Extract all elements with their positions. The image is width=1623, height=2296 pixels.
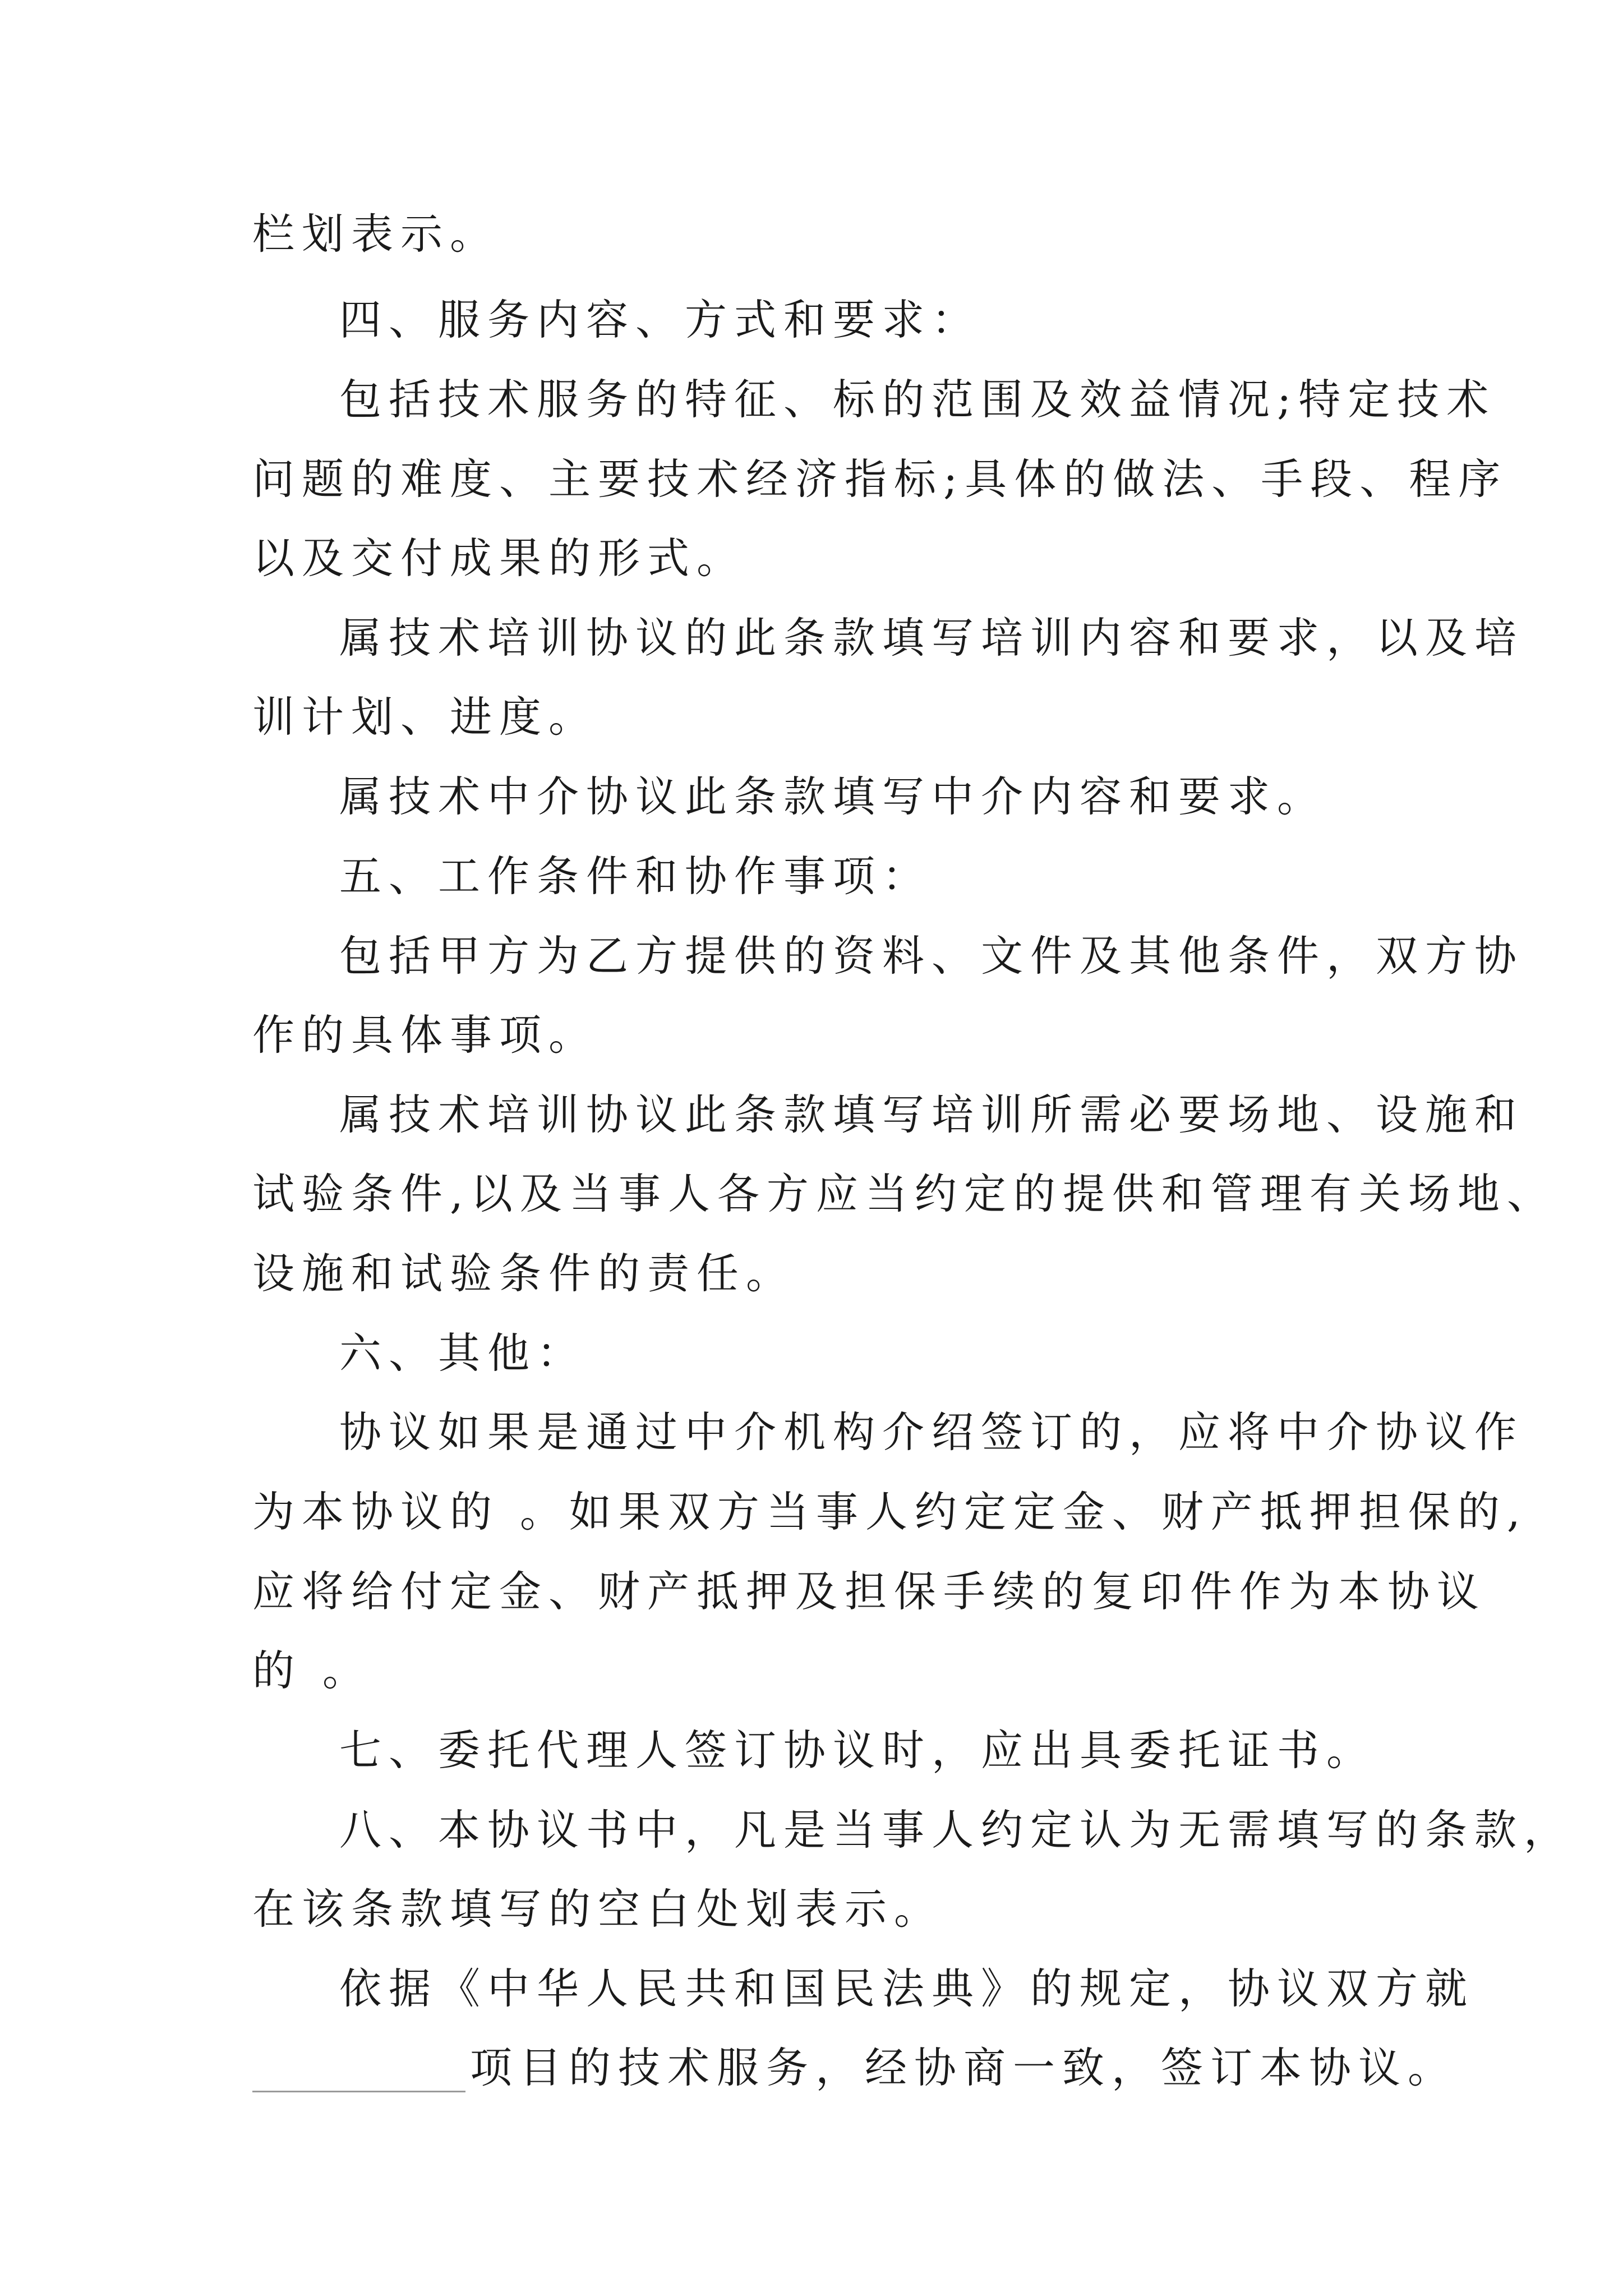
section-heading: 五、工作条件和协作事项：	[339, 852, 932, 901]
text-line: 协议如果是通过中介机构介绍签订的，应将中介协议作	[339, 1407, 1524, 1457]
section-heading: 八、本协议书中，凡是当事人约定认为无需填写的条款，	[339, 1805, 1574, 1855]
section-heading: 四、服务内容、方式和要求：	[339, 295, 981, 344]
text-line: 设施和试验条件的责任。	[252, 1249, 796, 1298]
text-line: 作的具体事项。	[252, 1010, 598, 1060]
text-line: 为本协议的 。如果双方当事人约定定金、财产抵押担保的,	[252, 1487, 1528, 1536]
text-line: 包括甲方为乙方提供的资料、文件及其他条件，双方协	[339, 931, 1524, 981]
text-line: 应将给付定金、财产抵押及担保手续的复印件作为本协议	[252, 1567, 1487, 1616]
text-line: 在该条款填写的空白处划表示。	[252, 1884, 944, 1934]
text-line: 的 。	[252, 1646, 372, 1695]
text-line: 属技术培训协议此条款填写培训所需必要场地、设施和	[339, 1090, 1524, 1139]
text-line: 问题的难度、主要技术经济指标;具体的做法、手段、程序	[252, 454, 1508, 504]
section-heading: 六、其他：	[339, 1328, 587, 1378]
text-line: 属技术培训协议的此条款填写培训内容和要求，以及培	[339, 613, 1524, 662]
text-line: 训计划、进度。	[252, 692, 598, 742]
text-line: 试验条件,以及当事人各方应当约定的提供和管理有关场地、	[252, 1169, 1556, 1218]
text-line: 项目的技术服务，经协商一致，签订本协议。	[470, 2043, 1458, 2092]
text-line-with-blank	[252, 2043, 1457, 2092]
text-line: 以及交付成果的形式。	[252, 533, 746, 583]
text-line: 栏划表示。	[252, 209, 500, 259]
text-line: 依据《中华人民共和国民法典》的规定，协议双方就	[339, 1964, 1475, 2013]
fill-in-blank	[252, 2057, 465, 2092]
text-line: 属技术中介协议此条款填写中介内容和要求。	[339, 772, 1327, 821]
section-heading: 七、委托代理人签订协议时，应出具委托证书。	[339, 1726, 1376, 1775]
text-line: 包括技术服务的特征、标的范围及效益情况;特定技术	[339, 375, 1496, 424]
